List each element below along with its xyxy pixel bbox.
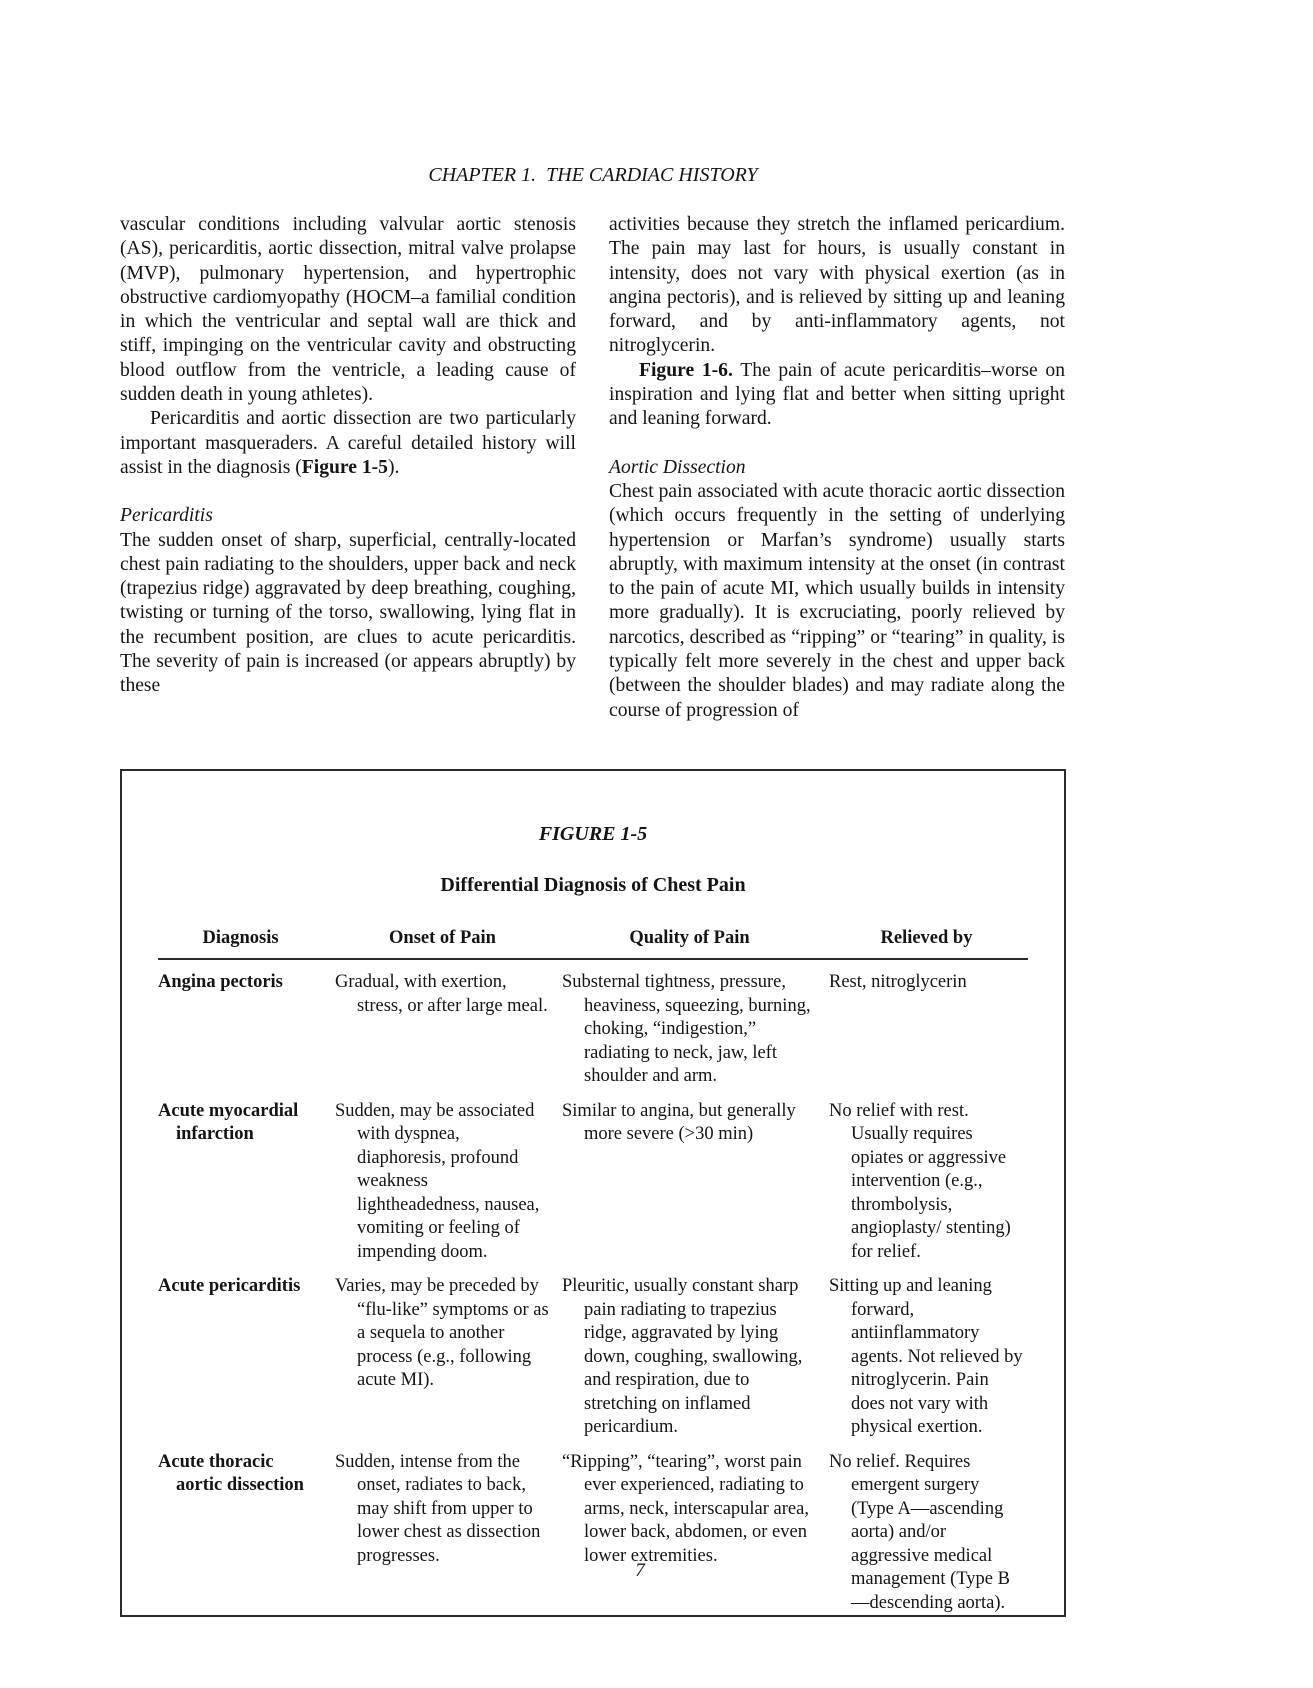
cell-relieved: No relief. Requires emergent surgery (Type A—ascending aorta) and/or aggressive medical management (Type B—descending aorta).	[829, 1451, 1010, 1613]
paragraph-text: Pericarditis and aortic dissection are two particularly important masqueraders. A careful detailed history will assist in the diagnosis (	[120, 408, 576, 478]
column-header-diagnosis: Diagnosis	[202, 927, 279, 948]
figure-caption-paragraph	[609, 359, 1065, 432]
column-header-relieved: Relieved by	[880, 927, 973, 948]
table-header-row	[158, 927, 1028, 961]
cell-relieved: Rest, nitroglycerin	[829, 972, 967, 993]
table-row	[158, 1275, 1028, 1440]
chapter-running-head: CHAPTER 1. THE CARDIAC HISTORY	[428, 164, 758, 186]
page-number: 7	[635, 1560, 645, 1581]
cell-diagnosis: Acute myocardial infarction	[158, 1100, 299, 1145]
figure-reference: Figure 1-6.	[639, 359, 733, 381]
cell-diagnosis: Acute thoracic aortic dissection	[158, 1451, 304, 1496]
page-content	[120, 0, 1066, 1617]
right-column	[609, 213, 1065, 723]
paragraph-text: ).	[387, 456, 400, 478]
section-heading-pericarditis: Pericarditis	[120, 505, 213, 527]
column-header-onset: Onset of Pain	[389, 927, 496, 948]
figure-title: FIGURE 1-5	[538, 822, 648, 845]
cell-quality: Substernal tightness, pressure, heaviness, squeezing, burning, choking, “indigestion,” radiating to neck, jaw, left shoulder and arm.	[562, 972, 811, 1087]
figure-reference: Figure 1-5	[301, 456, 388, 478]
table-row	[158, 971, 1028, 1089]
figure-1-5-box	[120, 769, 1066, 1618]
paragraph-text: The pain of acute pericarditis–worse on inspiration and lying flat and better when sitting upright and leaning forward.	[609, 359, 1066, 430]
cell-quality: Similar to angina, but generally more severe (>30 min)	[562, 1100, 796, 1145]
cell-quality: “Ripping”, “tearing”, worst pain ever experienced, radiating to arms, neck, interscapular area, lower back, abdomen, or even lower extremities.	[562, 1451, 809, 1566]
left-column	[120, 213, 576, 723]
cell-onset: Gradual, with exertion, stress, or after large meal.	[335, 972, 548, 1016]
two-column-text	[120, 213, 1066, 723]
figure-subtitle: Differential Diagnosis of Chest Pain	[440, 873, 746, 896]
differential-diagnosis-table	[158, 927, 1028, 1616]
column-header-quality: Quality of Pain	[629, 927, 750, 948]
paragraph	[120, 407, 576, 480]
cell-onset: Sudden, intense from the onset, radiates to back, may shift from upper to lower chest as dissection progresses.	[335, 1451, 541, 1566]
paragraph: The sudden onset of sharp, superficial, centrally-located chest pain radiating to the shoulders, upper back and neck (trapezius ridge) aggravated by deep breathing, coughing, twisting or turning of the torso, swallowing, lying flat in the recumbent position, are clues to acute pericarditis. The severity of pain is increased (or appears abruptly) by these	[120, 529, 576, 697]
table-row	[158, 1451, 1028, 1616]
paragraph: activities because they stretch the inflamed pericardium. The pain may last for hours, is usually constant in intensity, does not vary with physical exertion (as in angina pectoris), and is relieved by sitting up and leaning forward, and by anti-inflammatory agents, not nitroglycerin.	[609, 214, 1065, 357]
cell-onset: Varies, may be preceded by “flu-like” symptoms or as a sequela to another process (e.g., following acute MI).	[335, 1276, 549, 1391]
cell-diagnosis: Angina pectoris	[158, 972, 283, 993]
cell-quality: Pleuritic, usually constant sharp pain radiating to trapezius ridge, aggravated by lying down, coughing, swallowing, and respiration, due to stretching on inflamed pericardium.	[562, 1276, 803, 1438]
cell-diagnosis: Acute pericarditis	[158, 1276, 301, 1297]
cell-onset: Sudden, may be associated with dyspnea, diaphoresis, profound weakness lightheadedness, nausea, vomiting or feeling of impending doom.	[335, 1100, 540, 1262]
paragraph: vascular conditions including valvular aortic stenosis (AS), pericarditis, aortic dissection, mitral valve prolapse (MVP), pulmonary hypertension, and hypertrophic obstructive cardiomyopathy (HOCM–a familial condition in which the ventricular and septal wall are thick and stiff, impinging on the ventricular cavity and obstructing blood outflow from the ventricle, a leading cause of sudden death in young athletes).	[120, 214, 576, 406]
cell-relieved: Sitting up and leaning forward, antiinflammatory agents. Not relieved by nitroglycerin. Pain does not vary with physical exertion.	[829, 1276, 1023, 1438]
cell-relieved: No relief with rest. Usually requires opiates or aggressive intervention (e.g., thrombolysis, angioplasty/ stenting) for relief.	[829, 1100, 1011, 1262]
paragraph: Chest pain associated with acute thoracic aortic dissection (which occurs frequently in the setting of underlying hypertension or Marfan’s syndrome) usually starts abruptly, with maximum intensity at the onset (in contrast to the pain of acute MI, which usually builds in intensity more gradually). It is excruciating, poorly relieved by narcotics, described as “ripping” or “tearing” in quality, is typically felt more severely in the chest and upper back (between the shoulder blades) and may radiate along the course of progression of	[609, 480, 1065, 721]
section-heading-aortic-dissection: Aortic Dissection	[609, 456, 746, 478]
table-row	[158, 1100, 1028, 1265]
